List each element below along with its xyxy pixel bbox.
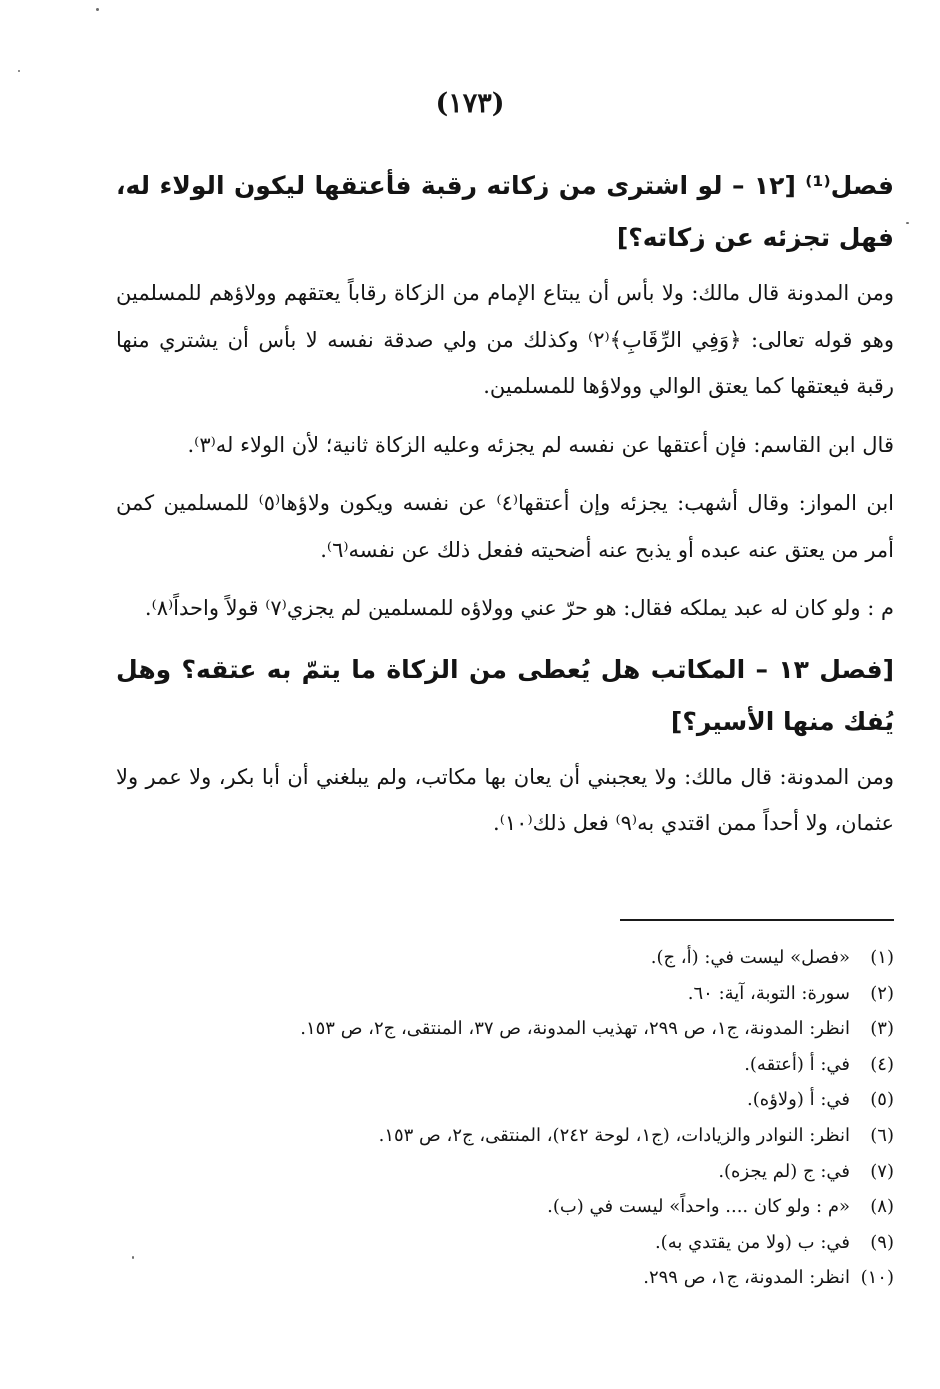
footnote-text: «فصل» ليست في: (أ، ج).	[650, 947, 850, 968]
footnote-number: (٧)	[870, 1160, 894, 1182]
scan-speck	[906, 222, 909, 224]
footnote-number: (١)	[870, 947, 894, 968]
section-12-paragraph-4: م : ولو كان له عبد يملكه فقال: هو حرّ عني وولاؤه للمسلمين لم يجزي⁽٧⁾ قولاً واحداً⁽٨⁾.	[144, 596, 894, 620]
footnote-10	[116, 1260, 894, 1296]
scan-speck	[96, 8, 99, 11]
footnote-number: (١٠)	[860, 1267, 894, 1289]
footnote-3	[116, 1011, 894, 1047]
footnote-2	[116, 976, 894, 1012]
section-13-heading: [فصل ١٣ – المكاتب هل يُعطى من الزكاة ما يتمّ به عتقه؟ وهل يُفك منها الأسير؟]	[116, 654, 895, 736]
footnote-text: انظر: المدونة، ج١، ص ٢٩٩.	[643, 1267, 850, 1289]
footnote-number: (٩)	[870, 1231, 894, 1253]
main-text	[116, 160, 894, 859]
footnote-number: (٤)	[870, 1053, 894, 1075]
scan-speck	[132, 1256, 134, 1259]
footnote-text: «م : ولو كان .... واحداً» ليست في (ب).	[547, 1196, 850, 1218]
section-12-paragraph-3: ابن المواز: وقال أشهب: يجزئه وإن أعتقها⁽٤⁾ عن نفسه ويكون ولاؤها⁽٥⁾ للمسلمين كمن أمر من يعتق عنه عبده أو يذبح عنه أضحيته ففعل ذلك عن نفسه⁽٦⁾.	[116, 491, 895, 562]
section-13-paragraph-1: ومن المدونة: قال مالك: ولا يعجبني أن يعان بها مكاتب، ولم يبلغني أن أبا بكر، ولا عمر ولا عثمان، ولا أحداً ممن اقتدي به⁽٩⁾ فعل ذلك⁽١٠⁾.	[116, 764, 894, 835]
scan-speck	[18, 70, 20, 72]
footnote-number: (٨)	[870, 1196, 894, 1218]
footnote-1	[116, 940, 894, 976]
section-12-paragraph-2: قال ابن القاسم: فإن أعتقها عن نفسه لم يجزئه وعليه الزكاة ثانية؛ لأن الولاء له⁽٣⁾.	[187, 432, 894, 457]
footnote-text: في: ج (لم يجزه).	[718, 1160, 850, 1182]
footnote-number: (٣)	[870, 1018, 894, 1040]
footnotes-list	[116, 940, 894, 1296]
footnote-number: (٢)	[870, 982, 894, 1004]
footnote-number: (٥)	[870, 1089, 894, 1111]
footnote-divider	[620, 919, 894, 921]
footnote-4	[116, 1047, 894, 1083]
footnote-text: سورة: التوبة، آية: ٦٠.	[687, 982, 850, 1004]
footnote-text: في: أ (ولاؤه).	[747, 1089, 850, 1111]
footnote-5	[116, 1082, 894, 1118]
section-12-heading: فصل⁽¹⁾ [١٢ – لو اشترى من زكاته رقبة فأعتقها ليكون الولاء له، فهل تجزئه عن زكاته؟]	[116, 171, 894, 252]
section-12-paragraph-1: ومن المدونة قال مالك: ولا بأس أن يبتاع الإمام من الزكاة رقاباً يعتقهم وولاؤهم للمسلمين وهو قوله تعالى: ﴿وَفِي الرِّقَابِ﴾⁽٢⁾ وكذلك من ولي صدقة نفسه لا بأس أن يشتري منها رقبة فيعتقها كما يعتق الوالي وولاؤها للمسلمين.	[116, 281, 894, 398]
footnote-text: انظر: المدونة، ج١، ص ٢٩٩، تهذيب المدونة، ص ٣٧، المنتقى، ج٢، ص ١٥٣.	[300, 1018, 850, 1040]
footnote-6	[116, 1118, 894, 1154]
footnote-text: في: ب (ولا من يقتدي به).	[654, 1231, 850, 1253]
footnote-text: في: أ (أعتقه).	[744, 1053, 850, 1075]
footnote-7	[116, 1154, 894, 1190]
footnote-text: انظر: النوادر والزيادات، (ج١، لوحة ٢٤٢)، المنتقى، ج٢، ص ١٥٣.	[378, 1124, 850, 1146]
footnote-8	[116, 1189, 894, 1225]
footnote-number: (٦)	[870, 1124, 894, 1146]
page-number: (١٧٣)	[435, 88, 505, 119]
footnote-9	[116, 1225, 894, 1261]
